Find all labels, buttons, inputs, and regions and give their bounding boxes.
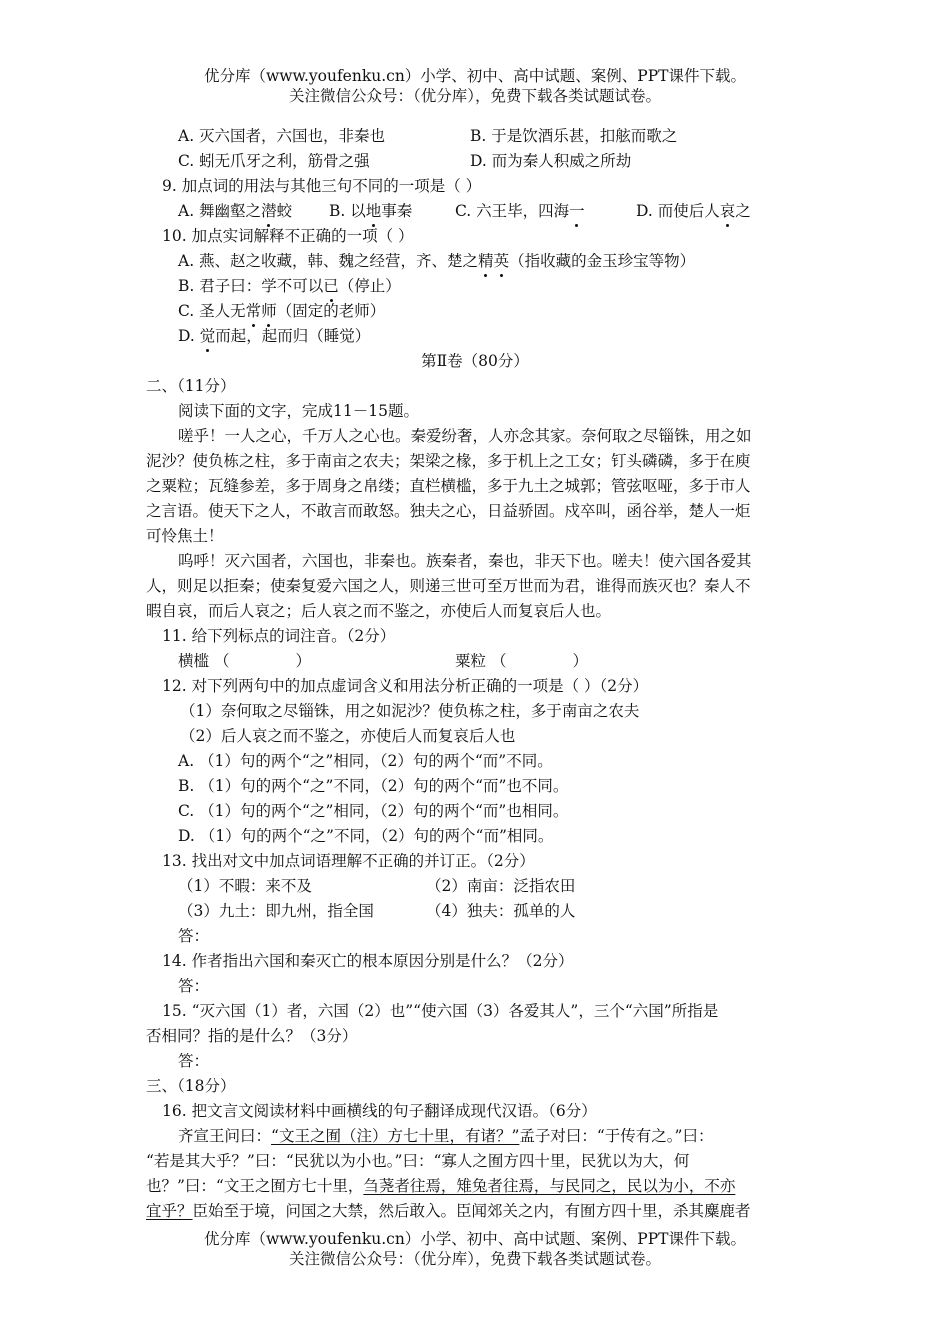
q8-option-c: C. 蚓无爪牙之利，筋骨之强: [178, 152, 370, 170]
q13-item-3: （3）九土：即九州，指全国: [178, 902, 374, 920]
q10-option-b: [178, 274, 401, 298]
q11-stem: 11. 给下列标点的词注音。（2分）: [162, 627, 396, 645]
q8-option-d: D. 而为秦人积威之所劫: [470, 152, 632, 170]
q16-l1-text: 齐宣王问曰：: [178, 1127, 272, 1145]
q15-stem-line-2: 否相同？指的是什么？（3分）: [146, 1027, 358, 1045]
q12-option-b: B. （1）句的两个“之”不同，（2）句的两个“而”也不同。: [178, 777, 569, 795]
q8-option-a: A. 灭六国者，六国也，非秦也: [178, 127, 386, 145]
footer-line-1: 优分库（www.youfenku.cn）小学、初中、高中试题、案例、PPT课件下载。: [203, 1230, 747, 1248]
part-2-title: 第Ⅱ卷（80分）: [421, 352, 529, 370]
q9-option-b: [329, 199, 412, 223]
passage-p1-line-3: 之粟粒；瓦缝参差，多于周身之帛缕；直栏横槛，多于九土之城郭；管弦呕哑，多于市人: [146, 477, 751, 495]
passage-p1-line-1: 嗟乎！一人之心，千万人之心也。秦爱纷奢，人亦念其家。奈何取之尽锱铢，用之如: [178, 427, 752, 445]
q16-passage-line-1: [178, 1124, 713, 1148]
q12-option-d: D. （1）句的两个“之”不同，（2）句的两个“而”相同。: [178, 827, 554, 845]
q9-c-text: C. 六王毕，四海: [455, 202, 570, 220]
q16-stem: 16. 把文言文阅读材料中画横线的句子翻译成现代汉语。（6分）: [162, 1102, 597, 1120]
q10-c-dotted-word-1: 常: [246, 299, 262, 323]
passage-p2-line-2: 人，则足以拒秦；使秦复爱六国之人，则递三世可至万世而为君，谁得而族灭也？秦人不: [146, 577, 751, 595]
q10-option-d: [178, 324, 370, 348]
q16-passage-line-3: [146, 1174, 735, 1198]
q10-b-dotted-word: 已: [323, 274, 339, 298]
q9-b-dotted-word: 地: [366, 199, 382, 223]
q15-stem-line-1: 15. “灭六国（1）者，六国（2）也”“使六国（3）各爱其人”，三个“六国”所指是: [162, 1002, 719, 1020]
q12-stem: 12. 对下列两句中的加点虚词含义和用法分析正确的一项是（ ）（2分）: [162, 677, 649, 695]
q9-d-dotted-word: 哀: [720, 199, 736, 223]
q11-paren-open-2: （: [490, 652, 507, 670]
q9-a-dotted-word: 潜: [261, 199, 277, 223]
page-footer: [0, 1229, 950, 1269]
q10-d-dotted-word: 觉: [200, 324, 216, 348]
header-line-1: 优分库（www.youfenku.cn）小学、初中、高中试题、案例、PPT课件下载。: [203, 67, 747, 85]
q10-c-dotted-word-2: 师: [261, 299, 277, 323]
q11-paren-open-1: （: [213, 652, 230, 670]
q13-stem: 13. 找出对文中加点词语理解不正确的并订正。（2分）: [162, 852, 535, 870]
q13-item-2: （2）南亩：泛指农田: [426, 877, 576, 895]
header-line-2: 关注微信公众号：（优分库），免费下载各类试题试卷。: [288, 87, 661, 105]
q11-item-1: [178, 649, 311, 673]
q10-a-dotted-word-1: 精: [478, 249, 494, 273]
q16-l3-text: 也？”曰：“文王之囿方七十里，: [146, 1177, 364, 1195]
q10-c-gloss: （固定的老师）: [276, 302, 386, 320]
q10-c-text: C. 圣人无: [178, 302, 246, 320]
q10-a-gloss: （指收藏的金玉珍宝等物）: [509, 252, 696, 270]
q16-underlined-sentence-2a: 刍荛者往焉，雉兔者往焉，与民同之，民以为小，不亦: [363, 1177, 736, 1195]
section-2-intro: 阅读下面的文字，完成11－15题。: [178, 402, 419, 420]
footer-line-2: 关注微信公众号：（优分库），免费下载各类试题试卷。: [288, 1250, 661, 1268]
q15-answer-label: 答：: [178, 1052, 210, 1070]
q12-sentence-1: （1）奈何取之尽锱铢，用之如泥沙？使负栋之柱，多于南亩之农夫: [180, 702, 640, 720]
q9-option-d: [636, 199, 751, 223]
q16-passage-line-4: [146, 1199, 751, 1223]
q9-a-text-end: 蛟: [276, 202, 293, 220]
q14-answer-label: 答：: [178, 977, 210, 995]
passage-p1-line-2: 泥沙？使负栋之柱，多于南亩之农夫；架梁之椽，多于机上之工女；钉头磷磷，多于在庾: [146, 452, 751, 470]
q9-option-a: [178, 199, 292, 223]
q12-sentence-2: （2）后人哀之而不鉴之，亦使后人而复哀后人也: [180, 727, 516, 745]
page-header: [0, 66, 950, 106]
q13-item-1: （1）不暇：来不及: [178, 877, 312, 895]
passage-p2-line-1: 呜呼！灭六国者，六国也，非秦也。族秦者，秦也，非天下也。嗟夫！使六国各爱其: [178, 552, 752, 570]
q10-a-text: A. 燕、赵之收藏，韩、魏之经营，齐、楚之: [178, 252, 479, 270]
section-2-title: 二、（11分）: [146, 377, 236, 395]
q9-a-text: A. 舞幽壑之: [178, 202, 262, 220]
section-3-title: 三、（18分）: [146, 1077, 236, 1095]
q10-b-gloss: （停止）: [338, 277, 401, 295]
q9-b-text: B. 以: [329, 202, 366, 220]
q13-item-4: （4）独夫：孤单的人: [426, 902, 576, 920]
q16-l4-text: 臣始至于境，问国之大禁，然后敢入。臣闻郊关之内，有囿方四十里，杀其麋鹿者: [192, 1202, 751, 1220]
q11-word-2: 粟粒: [455, 652, 487, 670]
q11-item-2: [455, 649, 588, 673]
q12-option-c: C. （1）句的两个“之”相同，（2）句的两个“而”也相同。: [178, 802, 569, 820]
q10-d-label: D.: [178, 327, 200, 345]
q11-paren-close-1: ）: [295, 652, 311, 670]
q16-passage-line-2: “若是其大乎？”曰：“民犹以为小也。”曰：“寡人之囿方四十里，民犹以为大，何: [146, 1152, 690, 1170]
passage-p1-line-5: 可怜焦土！: [146, 527, 224, 545]
q9-b-text-end: 事秦: [381, 202, 413, 220]
q16-underlined-sentence-2b: 宜乎？: [146, 1202, 193, 1220]
q10-a-dotted-word-2: 英: [494, 249, 510, 273]
q14-stem: 14. 作者指出六国和秦灭亡的根本原因分别是什么？（2分）: [162, 952, 574, 970]
q16-underlined-sentence-1: “文王之囿（注）方七十里，有诸？”: [271, 1127, 520, 1145]
q11-word-1: 横槛: [178, 652, 210, 670]
q9-c-dotted-word: 一: [569, 199, 585, 223]
q11-paren-close-2: ）: [572, 652, 588, 670]
q8-option-b: B. 于是饮酒乐甚，扣舷而歌之: [470, 127, 678, 145]
q9-stem: 9. 加点词的用法与其他三句不同的一项是（ ）: [162, 177, 482, 195]
passage-p2-line-3: 暇自哀，而后人哀之；后人哀之而不鉴之，亦使后人而复哀后人也。: [146, 602, 612, 620]
q10-option-a: [178, 249, 695, 273]
q10-stem: 10. 加点实词解释不正确的一项（ ）: [162, 227, 414, 245]
q10-d-gloss: 而起，起而归（睡觉）: [215, 327, 371, 345]
passage-p1-line-4: 之言语。使天下之人，不敢言而敢怒。独夫之心，日益骄固。戍卒叫，函谷举，楚人一炬: [146, 502, 751, 520]
q12-option-a: A. （1）句的两个“之”相同，（2）句的两个“而”不同。: [178, 752, 553, 770]
q10-option-c: [178, 299, 385, 323]
q16-l1-text-end: 孟子对曰：“于传有之。”曰：: [519, 1127, 714, 1145]
q9-option-c: [455, 199, 585, 223]
q9-d-text-end: 之: [735, 202, 751, 220]
q9-d-text: D. 而使后人: [636, 202, 720, 220]
q13-answer-label: 答：: [178, 927, 210, 945]
q10-b-text: B. 君子曰：学不可以: [178, 277, 324, 295]
